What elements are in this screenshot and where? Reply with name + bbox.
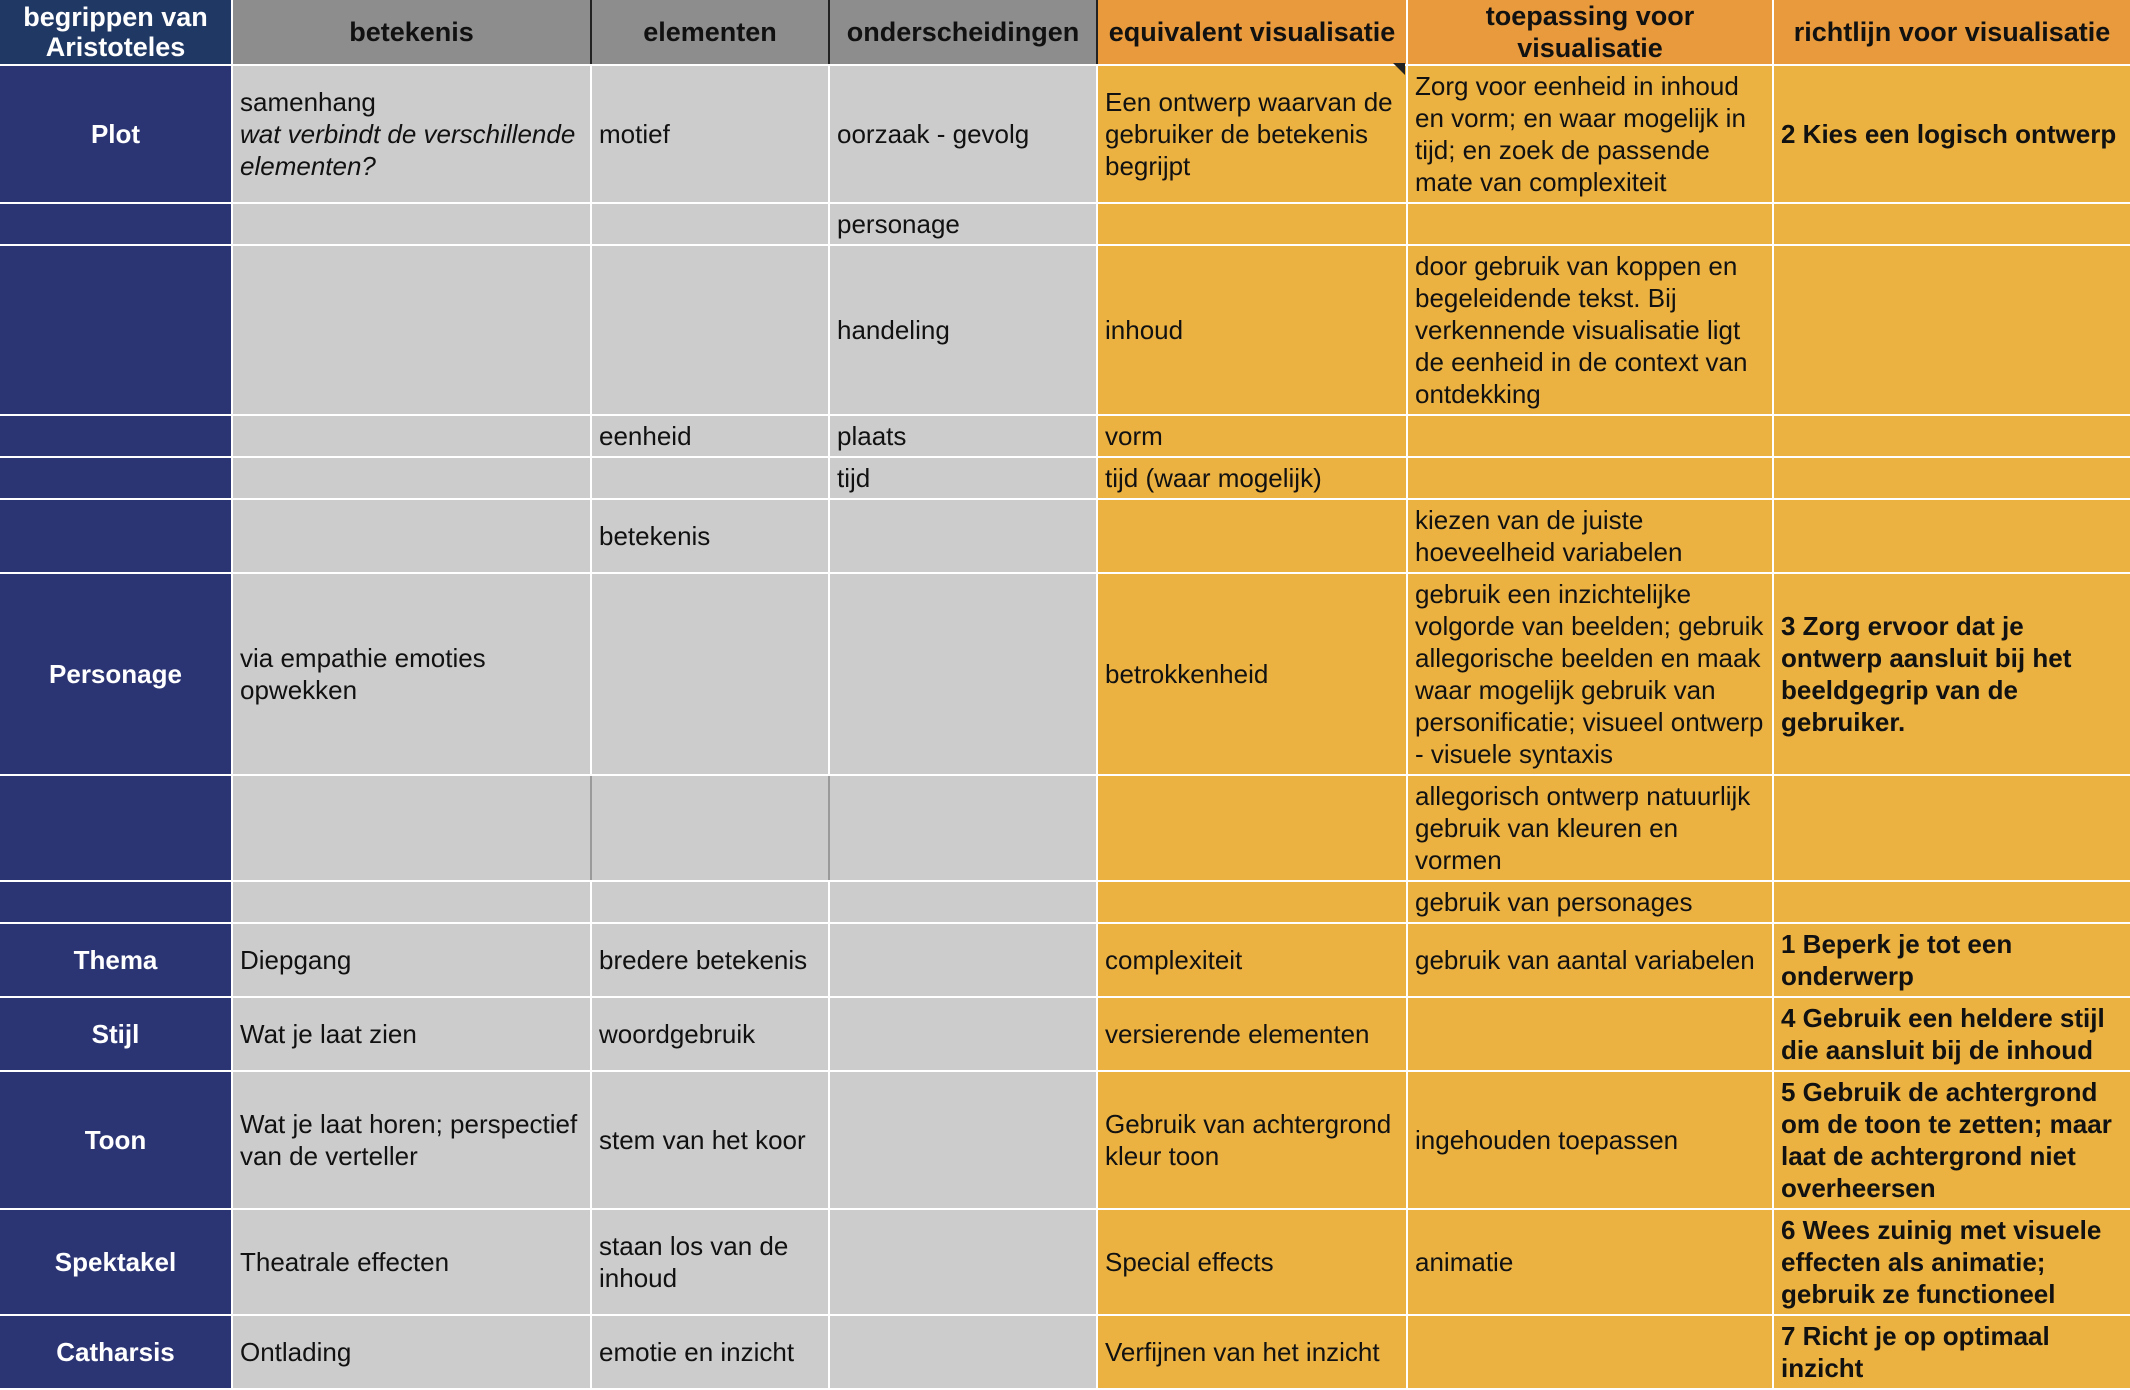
table-cell[interactable]: animatie bbox=[1407, 1209, 1773, 1315]
header-cell-betekenis[interactable]: betekenis bbox=[232, 0, 591, 65]
table-cell[interactable]: allegorisch ontwerp natuurlijk gebruik van kleuren en vormen bbox=[1407, 775, 1773, 881]
table-cell[interactable] bbox=[1407, 1315, 1773, 1389]
table-cell[interactable]: gebruik van aantal variabelen bbox=[1407, 923, 1773, 997]
table-cell[interactable] bbox=[232, 245, 591, 415]
table-cell[interactable]: Ontlading bbox=[232, 1315, 591, 1389]
table-cell[interactable]: Gebruik van achtergrond kleur toon bbox=[1097, 1071, 1407, 1209]
table-cell[interactable] bbox=[829, 775, 1097, 881]
table-cell[interactable]: emotie en inzicht bbox=[591, 1315, 829, 1389]
table-cell[interactable] bbox=[591, 881, 829, 923]
table-cell[interactable] bbox=[829, 1315, 1097, 1389]
table-row bbox=[0, 415, 2130, 457]
table-row bbox=[0, 881, 2130, 923]
table-cell[interactable]: Catharsis bbox=[0, 1315, 232, 1389]
table-cell[interactable] bbox=[1773, 499, 2130, 573]
table-cell[interactable]: handeling bbox=[829, 245, 1097, 415]
table-row bbox=[0, 1315, 2130, 1389]
table-cell[interactable] bbox=[1773, 203, 2130, 245]
table-cell[interactable] bbox=[0, 457, 232, 499]
table-cell[interactable]: plaats bbox=[829, 415, 1097, 457]
table-row bbox=[0, 923, 2130, 997]
table-cell[interactable]: tijd bbox=[829, 457, 1097, 499]
table-row bbox=[0, 1071, 2130, 1209]
table-row bbox=[0, 65, 2130, 203]
table-cell[interactable] bbox=[1097, 203, 1407, 245]
table-cell[interactable]: inhoud bbox=[1097, 245, 1407, 415]
header-cell-onderscheidingen[interactable]: onderscheidingen bbox=[829, 0, 1097, 65]
table-cell[interactable]: Spektakel bbox=[0, 1209, 232, 1315]
table-cell[interactable] bbox=[1097, 881, 1407, 923]
table-row bbox=[0, 775, 2130, 881]
table-cell[interactable]: betrokkenheid bbox=[1097, 573, 1407, 775]
table-cell[interactable] bbox=[829, 1071, 1097, 1209]
table-cell[interactable] bbox=[0, 415, 232, 457]
table-cell[interactable] bbox=[1773, 457, 2130, 499]
table-cell[interactable]: Wat je laat zien bbox=[232, 997, 591, 1071]
table-cell[interactable] bbox=[829, 997, 1097, 1071]
table-cell[interactable]: 1 Beperk je tot een onderwerp bbox=[1773, 923, 2130, 997]
table-cell[interactable]: ingehouden toepassen bbox=[1407, 1071, 1773, 1209]
table-cell[interactable] bbox=[829, 881, 1097, 923]
table-cell[interactable] bbox=[232, 457, 591, 499]
table-cell[interactable] bbox=[0, 881, 232, 923]
table-cell[interactable] bbox=[829, 1209, 1097, 1315]
table-cell[interactable] bbox=[1097, 499, 1407, 573]
table-cell[interactable]: 4 Gebruik een heldere stijl die aansluit bij de inhoud bbox=[1773, 997, 2130, 1071]
table-cell[interactable]: Een ontwerp waarvan de gebruiker de betekenis begrijpt bbox=[1097, 65, 1407, 203]
table-cell[interactable] bbox=[591, 573, 829, 775]
table-cell[interactable] bbox=[829, 499, 1097, 573]
table-row bbox=[0, 203, 2130, 245]
table-cell[interactable] bbox=[591, 245, 829, 415]
table-cell[interactable] bbox=[232, 881, 591, 923]
table-cell[interactable]: Special effects bbox=[1097, 1209, 1407, 1315]
table-cell[interactable] bbox=[232, 499, 591, 573]
table-cell[interactable]: Wat je laat horen; perspectief van de verteller bbox=[232, 1071, 591, 1209]
header-cell-elementen[interactable]: elementen bbox=[591, 0, 829, 65]
table-cell[interactable] bbox=[1773, 415, 2130, 457]
header-cell-toepassing[interactable]: toepassing voor visualisatie bbox=[1407, 0, 1773, 65]
table-cell[interactable]: betekenis bbox=[591, 499, 829, 573]
table-row bbox=[0, 457, 2130, 499]
table-cell[interactable]: Stijl bbox=[0, 997, 232, 1071]
table-cell[interactable]: Theatrale effecten bbox=[232, 1209, 591, 1315]
table-cell[interactable] bbox=[1407, 203, 1773, 245]
table-cell[interactable]: Thema bbox=[0, 923, 232, 997]
table-cell[interactable]: door gebruik van koppen en begeleidende tekst. Bij verkennende visualisatie ligt de eenheid in de context van ontdekking bbox=[1407, 245, 1773, 415]
table-cell[interactable]: 3 Zorg ervoor dat je ontwerp aansluit bij het beeldgegrip van de gebruiker. bbox=[1773, 573, 2130, 775]
table-row bbox=[0, 1209, 2130, 1315]
table-cell[interactable]: gebruik van personages bbox=[1407, 881, 1773, 923]
table-cell[interactable]: Personage bbox=[0, 573, 232, 775]
table-cell[interactable] bbox=[1773, 881, 2130, 923]
table-cell[interactable] bbox=[1407, 415, 1773, 457]
table-cell[interactable] bbox=[0, 775, 232, 881]
table-cell[interactable]: gebruik een inzichtelijke volgorde van beelden; gebruik allegorische beelden en maak waar mogelijk gebruik van personificatie; visueel ontwerp - visuele syntaxis bbox=[1407, 573, 1773, 775]
table-cell[interactable]: complexiteit bbox=[1097, 923, 1407, 997]
table-cell[interactable]: stem van het koor bbox=[591, 1071, 829, 1209]
table-cell[interactable]: tijd (waar mogelijk) bbox=[1097, 457, 1407, 499]
table-cell[interactable] bbox=[1773, 245, 2130, 415]
table-row bbox=[0, 997, 2130, 1071]
table-cell[interactable]: vorm bbox=[1097, 415, 1407, 457]
table-row bbox=[0, 499, 2130, 573]
table-cell[interactable]: via empathie emoties opwekken bbox=[232, 573, 591, 775]
header-cell-begrippen[interactable]: begrippen van Aristoteles bbox=[0, 0, 232, 65]
table-cell[interactable] bbox=[1407, 997, 1773, 1071]
table-cell[interactable] bbox=[829, 573, 1097, 775]
table-cell[interactable]: versierende elementen bbox=[1097, 997, 1407, 1071]
table-cell[interactable]: Verfijnen van het inzicht bbox=[1097, 1315, 1407, 1389]
table-cell[interactable]: staan los van de inhoud bbox=[591, 1209, 829, 1315]
table-cell[interactable]: Toon bbox=[0, 1071, 232, 1209]
cell-comment-marker-icon bbox=[1393, 63, 1405, 75]
table-row bbox=[0, 245, 2130, 415]
table-cell[interactable]: Diepgang bbox=[232, 923, 591, 997]
table-cell[interactable] bbox=[1097, 775, 1407, 881]
table-cell[interactable] bbox=[232, 775, 591, 881]
header-cell-equivalent[interactable]: equivalent visualisatie bbox=[1097, 0, 1407, 65]
table-cell[interactable] bbox=[232, 203, 591, 245]
table-cell[interactable] bbox=[0, 499, 232, 573]
table-cell[interactable]: personage bbox=[829, 203, 1097, 245]
header-row bbox=[0, 0, 2130, 65]
table-cell[interactable] bbox=[591, 457, 829, 499]
table-cell[interactable] bbox=[1773, 775, 2130, 881]
table-cell[interactable]: 2 Kies een logisch ontwerp bbox=[1773, 65, 2130, 203]
table-cell[interactable]: woordgebruik bbox=[591, 997, 829, 1071]
table-cell[interactable] bbox=[232, 415, 591, 457]
header-cell-richtlijn[interactable]: richtlijn voor visualisatie bbox=[1773, 0, 2130, 65]
table-row bbox=[0, 573, 2130, 775]
table-cell[interactable] bbox=[1407, 457, 1773, 499]
table-cell[interactable]: motief bbox=[591, 65, 829, 203]
cell-text-italic: wat verbindt de verschillende elementen? bbox=[240, 119, 576, 181]
table-cell[interactable]: 6 Wees zuinig met visuele effecten als animatie; gebruik ze functioneel bbox=[1773, 1209, 2130, 1315]
table-cell[interactable]: 7 Richt je op optimaal inzicht bbox=[1773, 1315, 2130, 1389]
table-cell[interactable]: 5 Gebruik de achtergrond om de toon te zetten; maar laat de achtergrond niet overheersen bbox=[1773, 1071, 2130, 1209]
table-cell[interactable] bbox=[232, 65, 591, 203]
table-cell[interactable] bbox=[0, 203, 232, 245]
table-cell[interactable] bbox=[591, 775, 829, 881]
table-cell[interactable]: kiezen van de juiste hoeveelheid variabelen bbox=[1407, 499, 1773, 573]
table-cell[interactable]: eenheid bbox=[591, 415, 829, 457]
table-cell[interactable]: oorzaak - gevolg bbox=[829, 65, 1097, 203]
table-cell[interactable]: bredere betekenis bbox=[591, 923, 829, 997]
table-cell[interactable]: Plot bbox=[0, 65, 232, 203]
table-cell[interactable]: Zorg voor eenheid in inhoud en vorm; en waar mogelijk in tijd; en zoek de passende mate van complexiteit bbox=[1407, 65, 1773, 203]
table-cell[interactable] bbox=[0, 245, 232, 415]
table-cell[interactable] bbox=[591, 203, 829, 245]
cell-text: samenhang bbox=[240, 87, 376, 117]
table-cell[interactable] bbox=[829, 923, 1097, 997]
